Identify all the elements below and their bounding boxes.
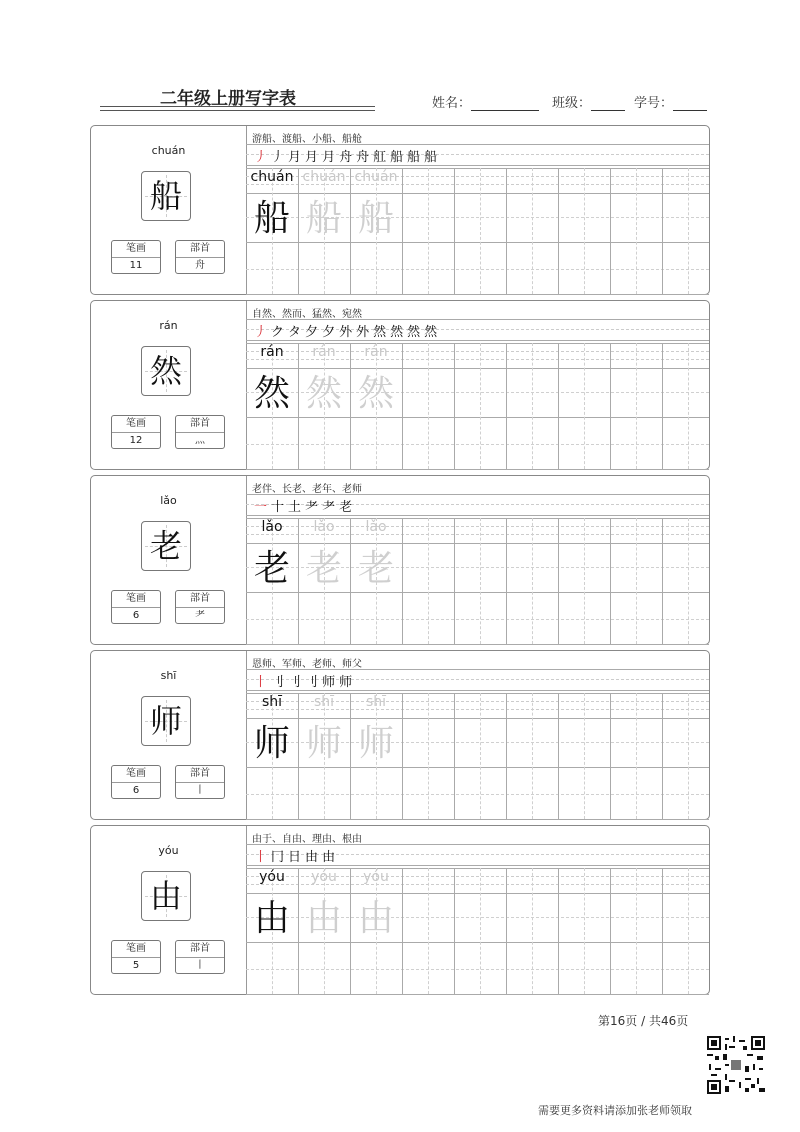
grid-column-dash <box>584 693 585 819</box>
grid-column-dash <box>532 168 533 294</box>
char-trace: 师 <box>305 723 342 764</box>
stroke-step: 丨 <box>254 850 269 865</box>
char-row <box>246 244 709 295</box>
grid-column-line <box>454 868 455 994</box>
number-blank[interactable] <box>673 96 707 111</box>
grid-column-dash <box>584 168 585 294</box>
stroke-count-value: 5 <box>132 960 140 971</box>
char-trace: 师 <box>357 723 394 764</box>
grid-column-line <box>558 518 559 644</box>
grid-column-dash <box>428 343 429 469</box>
writing-grid <box>246 518 709 644</box>
char-info-panel <box>91 826 247 994</box>
stroke-count-value: 11 <box>129 260 143 271</box>
writing-grid <box>246 868 709 994</box>
stroke-step: 老 <box>339 500 354 515</box>
pinyin-trace: chuán <box>354 169 398 185</box>
char-display: 然 <box>149 352 182 390</box>
grid-column-line <box>662 343 663 469</box>
footer-note: 需要更多资料请添加张老师领取 <box>538 1104 692 1117</box>
grid-column-line <box>610 343 611 469</box>
grid-column-dash <box>688 168 689 294</box>
char-trace: 船 <box>305 198 342 239</box>
practice-panel <box>246 126 709 294</box>
pinyin-label: yóu <box>158 844 179 857</box>
stroke-order <box>254 671 356 690</box>
stroke-count-label: 笔画 <box>112 941 160 958</box>
char-trace: 由 <box>357 898 394 939</box>
grid-column-dash <box>480 168 481 294</box>
stroke-step: 舟 <box>339 150 354 165</box>
writing-grid <box>246 168 709 294</box>
grid-column-dash <box>636 693 637 819</box>
stroke-step: 十 <box>271 500 286 515</box>
char-display: 老 <box>149 527 182 565</box>
number-field <box>634 92 707 111</box>
grid-column-dash <box>584 343 585 469</box>
word-examples: 自然、然而、猛然、宛然 <box>252 309 362 320</box>
grid-column-dash <box>584 518 585 644</box>
stroke-order <box>254 846 339 865</box>
radical-value: 丨 <box>195 785 205 796</box>
stroke-step: 刂 <box>305 675 320 690</box>
char-row <box>246 594 709 645</box>
grid-column-dash <box>532 518 533 644</box>
stroke-step: 冂 <box>271 850 286 865</box>
word-examples: 游船、渡船、小船、船舱 <box>252 134 362 145</box>
stroke-step: 由 <box>322 850 337 865</box>
practice-panel <box>246 476 709 644</box>
grid-column-dash <box>480 868 481 994</box>
stroke-count-label: 笔画 <box>112 766 160 783</box>
grid-column-dash <box>428 518 429 644</box>
char-display-box <box>141 871 191 921</box>
radical-value: 舟 <box>195 260 205 271</box>
grid-column-dash <box>688 693 689 819</box>
grid-column-line <box>610 693 611 819</box>
character-card <box>90 825 710 995</box>
stroke-count-box <box>111 415 161 449</box>
grid-column-line <box>506 693 507 819</box>
stroke-order-row <box>246 144 709 166</box>
word-examples: 恩师、军师、老师、师父 <box>252 659 362 670</box>
pinyin-trace: rán <box>312 344 336 360</box>
char-info-panel <box>91 126 247 294</box>
pinyin-label: shī <box>160 669 177 682</box>
stroke-step: 船 <box>407 150 422 165</box>
page-title: 二年级上册写字表 <box>160 89 296 109</box>
char-display: 由 <box>149 877 182 915</box>
stroke-step: 丿 <box>271 150 286 165</box>
char-row <box>246 769 709 820</box>
grid-column-dash <box>532 343 533 469</box>
practice-panel <box>246 301 709 469</box>
stroke-step: 丿 <box>254 150 269 165</box>
stroke-count-label: 笔画 <box>112 416 160 433</box>
char-model: 由 <box>253 898 290 939</box>
stroke-step: 夕 <box>322 325 337 340</box>
word-examples: 老伴、长老、老年、老师 <box>252 484 362 495</box>
char-info-panel <box>91 651 247 819</box>
stroke-step: 刂 <box>288 675 303 690</box>
char-model: 老 <box>253 548 290 589</box>
radical-value: 耂 <box>195 610 205 621</box>
stroke-order <box>254 146 441 165</box>
pinyin-trace: yóu <box>311 869 337 885</box>
grid-column-line <box>454 518 455 644</box>
stroke-step: 师 <box>339 675 354 690</box>
grid-column-line <box>402 168 403 294</box>
practice-panel <box>246 826 709 994</box>
grid-column-dash <box>584 868 585 994</box>
radical-box <box>175 765 225 799</box>
class-blank[interactable] <box>591 96 625 111</box>
stroke-step: 船 <box>424 150 439 165</box>
radical-value: 灬 <box>195 435 205 446</box>
grid-column-dash <box>480 343 481 469</box>
grid-column-line <box>610 868 611 994</box>
pinyin-trace: lǎo <box>313 519 335 535</box>
stroke-step: 丨 <box>254 675 269 690</box>
grid-column-line <box>506 168 507 294</box>
char-info-panel <box>91 476 247 644</box>
char-display: 船 <box>149 177 182 215</box>
stroke-step: 耂 <box>305 500 320 515</box>
stroke-step: 丿 <box>254 325 269 340</box>
title-underline-2 <box>100 110 375 111</box>
pinyin-trace: lǎo <box>365 519 387 535</box>
grid-column-line <box>558 168 559 294</box>
pinyin-model: rán <box>260 344 284 360</box>
char-display-box <box>141 171 191 221</box>
stroke-count-box <box>111 240 161 274</box>
grid-column-dash <box>636 868 637 994</box>
grid-column-line <box>662 168 663 294</box>
char-trace: 老 <box>305 548 342 589</box>
pinyin-trace: chuán <box>302 169 346 185</box>
char-trace: 船 <box>357 198 394 239</box>
character-card <box>90 300 710 470</box>
char-trace: 然 <box>305 373 342 414</box>
grid-column-dash <box>688 868 689 994</box>
grid-column-dash <box>636 518 637 644</box>
name-blank[interactable] <box>471 96 539 111</box>
pinyin-model: yóu <box>259 869 285 885</box>
stroke-step: ク <box>271 325 286 340</box>
stroke-step: 然 <box>390 325 405 340</box>
char-model: 然 <box>253 373 290 414</box>
pinyin-model: lǎo <box>261 519 283 535</box>
char-info-panel <box>91 301 247 469</box>
class-field <box>552 92 625 111</box>
grid-column-dash <box>480 693 481 819</box>
grid-column-line <box>402 518 403 644</box>
stroke-step: 由 <box>305 850 320 865</box>
stroke-step: 船 <box>390 150 405 165</box>
stroke-step: 夕 <box>305 325 320 340</box>
grid-column-line <box>558 868 559 994</box>
radical-box <box>175 590 225 624</box>
radical-label: 部首 <box>176 591 224 608</box>
stroke-step: 然 <box>407 325 422 340</box>
radical-label: 部首 <box>176 766 224 783</box>
char-row <box>246 944 709 995</box>
grid-column-dash <box>532 868 533 994</box>
stroke-count-value: 6 <box>132 610 140 621</box>
grid-column-dash <box>532 693 533 819</box>
pinyin-model: chuán <box>250 169 294 185</box>
pinyin-trace: yóu <box>363 869 389 885</box>
char-trace: 然 <box>357 373 394 414</box>
grid-column-line <box>402 693 403 819</box>
grid-column-dash <box>428 868 429 994</box>
writing-grid <box>246 693 709 819</box>
grid-column-dash <box>428 693 429 819</box>
grid-column-line <box>662 868 663 994</box>
pinyin-trace: rán <box>364 344 388 360</box>
stroke-order-row <box>246 844 709 866</box>
grid-column-line <box>454 343 455 469</box>
stroke-step: 耂 <box>322 500 337 515</box>
character-card <box>90 475 710 645</box>
grid-column-dash <box>688 518 689 644</box>
radical-box <box>175 240 225 274</box>
name-field <box>432 92 539 111</box>
char-display: 师 <box>149 702 182 740</box>
grid-column-dash <box>636 168 637 294</box>
stroke-order-row <box>246 494 709 516</box>
stroke-count-box <box>111 940 161 974</box>
char-display-box <box>141 346 191 396</box>
radical-label: 部首 <box>176 941 224 958</box>
grid-column-line <box>506 343 507 469</box>
stroke-order <box>254 496 356 515</box>
stroke-order-row <box>246 669 709 691</box>
name-label: 姓名： <box>432 96 472 111</box>
char-display-box <box>141 696 191 746</box>
char-row <box>246 419 709 470</box>
radical-label: 部首 <box>176 416 224 433</box>
grid-column-line <box>610 518 611 644</box>
stroke-step: タ <box>288 325 303 340</box>
stroke-step: 一 <box>254 500 269 515</box>
grid-column-dash <box>688 343 689 469</box>
grid-column-line <box>402 343 403 469</box>
stroke-step: 舟 <box>356 150 371 165</box>
pinyin-label: lǎo <box>160 494 177 507</box>
character-card <box>90 650 710 820</box>
stroke-step: 日 <box>288 850 303 865</box>
pinyin-label: chuán <box>151 144 186 157</box>
stroke-step: 然 <box>424 325 439 340</box>
pinyin-label: rán <box>159 319 178 332</box>
stroke-count-value: 6 <box>132 785 140 796</box>
grid-column-dash <box>480 518 481 644</box>
stroke-step: 月 <box>305 150 320 165</box>
qr-code-icon <box>707 1036 765 1094</box>
practice-panel <box>246 651 709 819</box>
grid-column-dash <box>428 168 429 294</box>
stroke-step: 舡 <box>373 150 388 165</box>
char-display-box <box>141 521 191 571</box>
grid-column-line <box>454 693 455 819</box>
radical-label: 部首 <box>176 241 224 258</box>
class-label: 班级： <box>552 96 592 111</box>
char-trace: 老 <box>357 548 394 589</box>
grid-column-line <box>662 693 663 819</box>
pinyin-model: shī <box>261 694 283 710</box>
stroke-order-row <box>246 319 709 341</box>
char-model: 师 <box>253 723 290 764</box>
grid-column-line <box>506 868 507 994</box>
stroke-order <box>254 321 441 340</box>
stroke-count-box <box>111 590 161 624</box>
stroke-count-value: 12 <box>129 435 143 446</box>
writing-grid <box>246 343 709 469</box>
stroke-step: 外 <box>339 325 354 340</box>
radical-box <box>175 415 225 449</box>
stroke-count-label: 笔画 <box>112 591 160 608</box>
stroke-step: 月 <box>322 150 337 165</box>
grid-column-line <box>454 168 455 294</box>
word-examples: 由于、自由、理由、根由 <box>252 834 362 845</box>
stroke-step: 然 <box>373 325 388 340</box>
character-card <box>90 125 710 295</box>
stroke-step: 土 <box>288 500 303 515</box>
grid-column-line <box>506 518 507 644</box>
stroke-step: 月 <box>288 150 303 165</box>
pinyin-trace: shī <box>313 694 335 710</box>
grid-column-dash <box>636 343 637 469</box>
stroke-step: 师 <box>322 675 337 690</box>
grid-column-line <box>558 693 559 819</box>
char-trace: 由 <box>305 898 342 939</box>
radical-value: 丨 <box>195 960 205 971</box>
title-underline <box>100 106 375 107</box>
stroke-count-label: 笔画 <box>112 241 160 258</box>
grid-column-line <box>610 168 611 294</box>
stroke-step: 刂 <box>271 675 286 690</box>
number-label: 学号： <box>634 96 674 111</box>
grid-column-line <box>402 868 403 994</box>
char-model: 船 <box>253 198 290 239</box>
page-number: 第16页 / 共46页 <box>598 1014 689 1028</box>
stroke-step: 外 <box>356 325 371 340</box>
pinyin-trace: shī <box>365 694 387 710</box>
grid-column-line <box>558 343 559 469</box>
radical-box <box>175 940 225 974</box>
stroke-count-box <box>111 765 161 799</box>
grid-column-line <box>662 518 663 644</box>
